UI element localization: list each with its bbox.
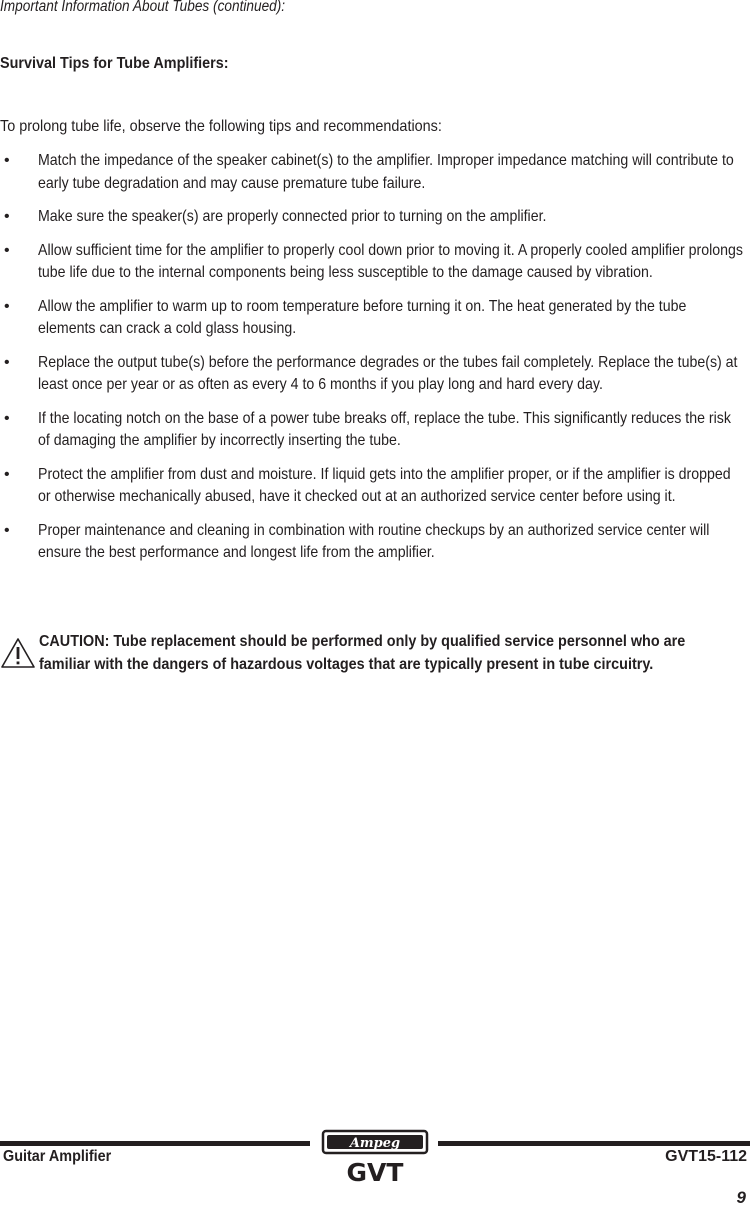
tip-text: Make sure the speaker(s) are properly connected prior to turning on the amplifier. [38, 208, 547, 225]
section-title: Survival Tips for Tube Amplifiers: [0, 55, 229, 72]
footer-product-type: Guitar Amplifier [3, 1148, 112, 1165]
footer-rule-right [438, 1141, 750, 1146]
warning-triangle-icon [0, 637, 36, 669]
list-item [0, 464, 750, 509]
bullet: • [4, 353, 10, 371]
logo-brand: Ampeg [349, 1136, 401, 1151]
page-number: 9 [736, 1188, 746, 1207]
bullet: • [4, 241, 10, 259]
logo-series: GVT [346, 1158, 404, 1187]
continued-heading: Important Information About Tubes (continued): [0, 0, 286, 15]
caution-notice [0, 631, 750, 703]
bullet: • [4, 465, 10, 483]
bullet: • [4, 521, 10, 539]
tip-text: Allow sufficient time for the amplifier to properly cool down prior to moving it. A properly cooled amplifier prolongs tube life due to the internal components being less susceptible to the damage caused by vibration. [38, 241, 743, 281]
tip-text: Protect the amplifier from dust and moisture. If liquid gets into the amplifier proper, or if the amplifier is dropped or otherwise mechanically abused, have it checked out at an authorized service center before using it. [38, 465, 731, 505]
list-item [0, 206, 750, 229]
tip-text: If the locating notch on the base of a power tube breaks off, replace the tube. This significantly reduces the risk of damaging the amplifier by incorrectly inserting the tube. [38, 409, 731, 449]
list-item [0, 408, 750, 453]
bullet: • [4, 409, 10, 427]
bullet: • [4, 152, 10, 169]
tip-text: Allow the amplifier to warm up to room temperature before turning it on. The heat generated by the tube elements can crack a cold glass housing. [38, 297, 687, 337]
caution-text: CAUTION: Tube replacement should be performed only by qualified service personnel who are familiar with the dangers of hazardous voltages that are typically present in tube circuitry. [39, 633, 686, 673]
intro-paragraph: To prolong tube life, observe the following tips and recommendations: [0, 118, 442, 135]
bullet: • [4, 208, 10, 225]
ampeg-gvt-logo [320, 1128, 430, 1188]
tip-text: Match the impedance of the speaker cabinet(s) to the amplifier. Improper impedance matching will contribute to early tube degradation and may cause premature tube failure. [38, 152, 734, 192]
footer-model-number: GVT15-112 [665, 1148, 747, 1165]
list-item [0, 240, 750, 285]
list-item [0, 352, 750, 397]
tip-text: Proper maintenance and cleaning in combination with routine checkups by an authorized service center will ensure the best performance and longest life from the amplifier. [38, 521, 710, 561]
tip-text: Replace the output tube(s) before the performance degrades or the tubes fail completely. Replace the tube(s) at least once per year or as often as every 4 to 6 months if you play long and hard every day. [38, 353, 738, 393]
bullet: • [4, 297, 10, 315]
list-item [0, 520, 750, 565]
list-item [0, 150, 750, 195]
list-item [0, 296, 750, 341]
footer-rule-left [0, 1141, 310, 1146]
tips-list [0, 150, 750, 576]
